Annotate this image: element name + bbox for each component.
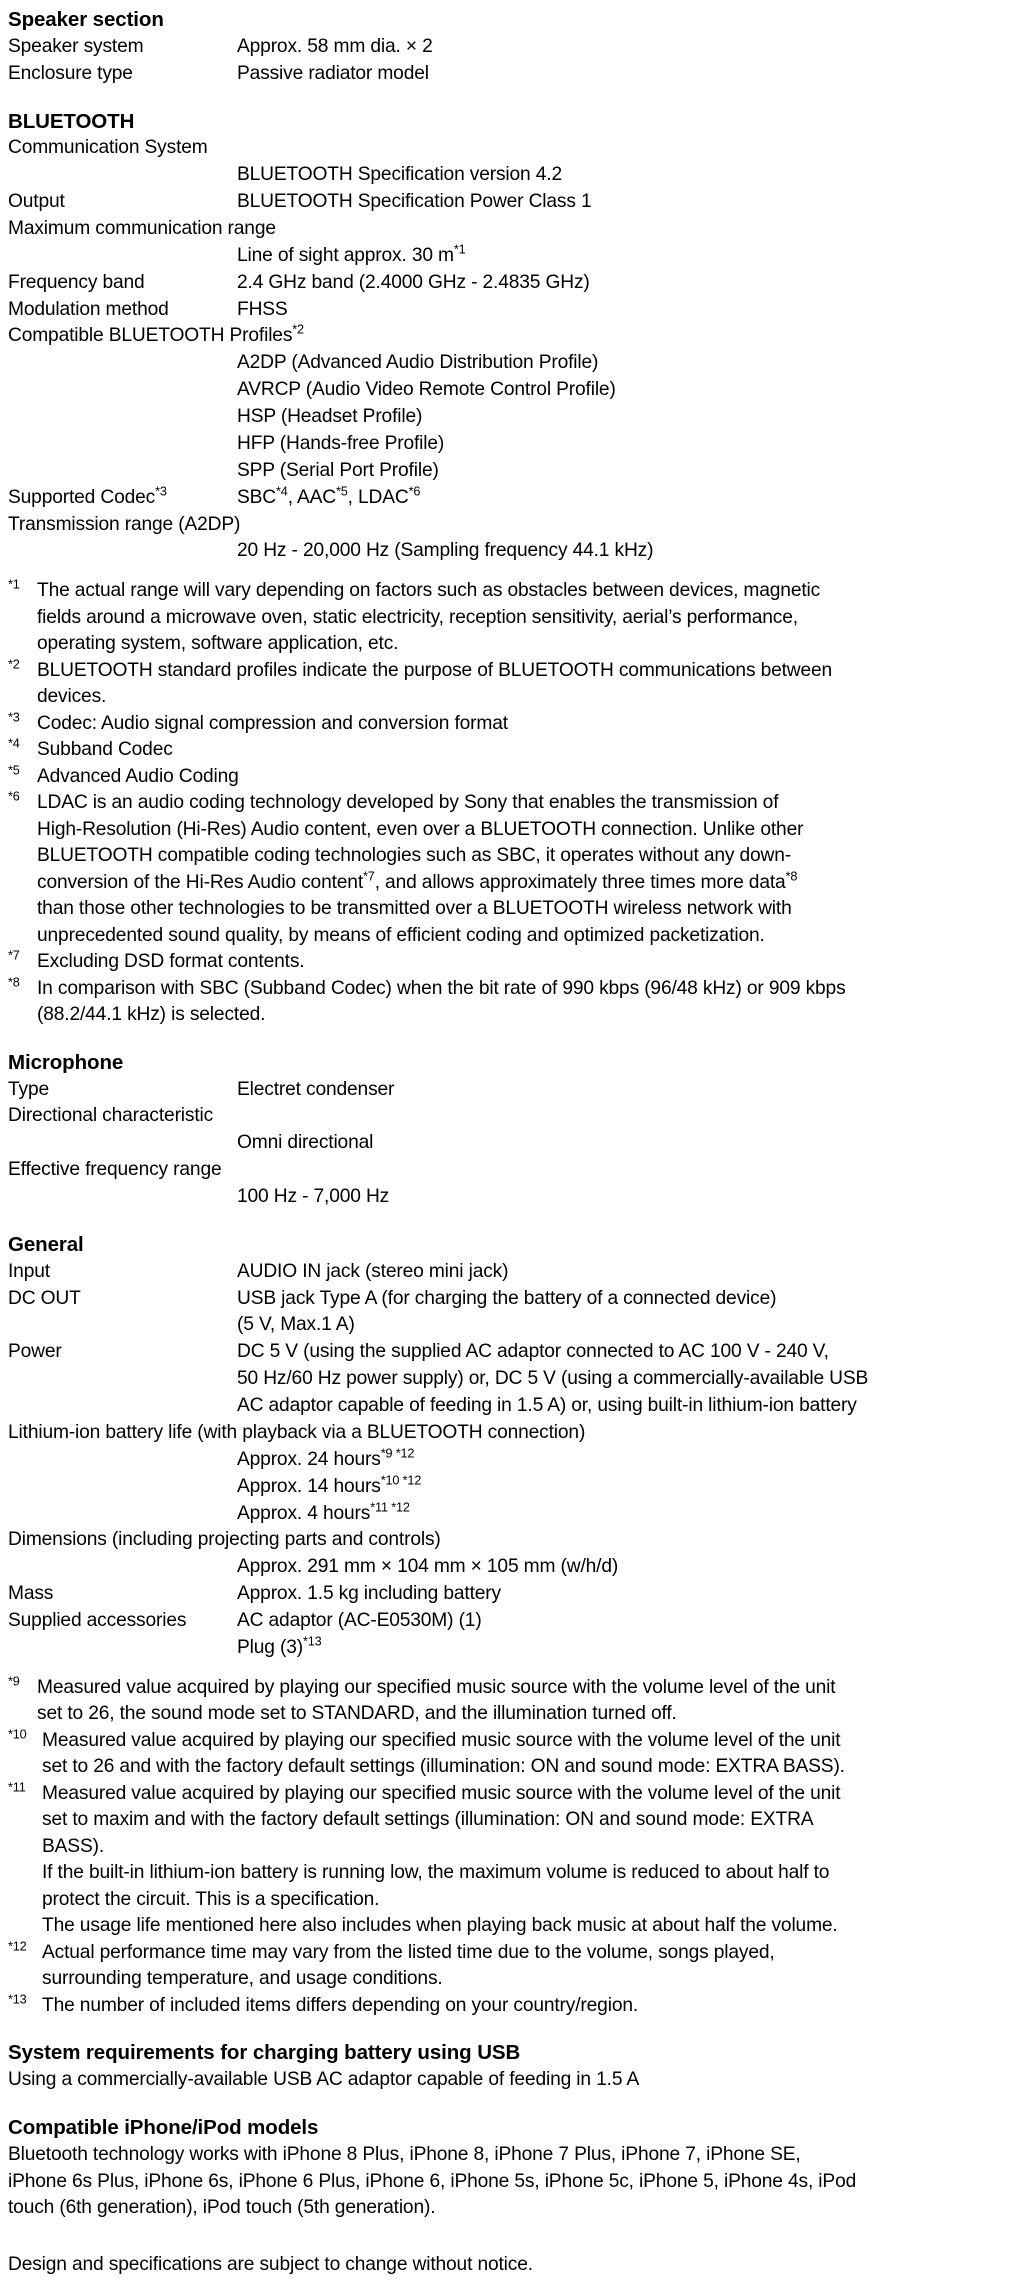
iphone-models-line: touch (6th generation), iPod touch (5th generation). <box>8 2197 436 2219</box>
footnote <box>8 1728 1019 1781</box>
footnote-marker: *10 *12 <box>380 1473 422 1488</box>
spec-row <box>8 1393 1019 1420</box>
footnote-text: BLUETOOTH standard profiles indicate the purpose of BLUETOOTH communications between devices. <box>37 659 833 708</box>
spec-label: Input <box>8 1260 50 1282</box>
footnote-text: Measured value acquired by playing our specified music source with the volume level of the unit set to 26 and with the factory default settings (illumination: ON and sound mode: EXTRA BASS). <box>42 1729 845 1778</box>
footnote-marker: *1 <box>8 577 20 592</box>
spec-label: Mass <box>8 1583 54 1605</box>
spec-value: Approx. 14 hours$^{*10 *12}$ <box>237 1473 422 1497</box>
footnote-marker: *3 <box>155 484 167 499</box>
spec-value: 2.4 GHz band (2.4000 GHz - 2.4835 GHz) <box>237 271 590 293</box>
footnote-marker: *1 <box>453 242 466 257</box>
disclaimer-text: Design and specifications are subject to change without notice. <box>8 2254 533 2276</box>
spec-label: Type <box>8 1078 49 1100</box>
spec-value: 50 Hz/60 Hz power supply) or, DC 5 V (using a commercially-available USB <box>237 1368 869 1390</box>
footnote <box>8 1993 1019 2020</box>
footnote <box>8 764 1019 791</box>
usb-charging-body: Using a commercially-available USB AC adaptor capable of feeding in 1.5 A <box>8 2069 640 2091</box>
footnote <box>8 658 1019 711</box>
spec-row <box>8 1447 1019 1474</box>
spec-row <box>8 189 1019 216</box>
spec-label: Transmission range (A2DP) <box>8 513 241 535</box>
spec-row <box>8 1103 1019 1130</box>
spec-row <box>8 270 1019 297</box>
spec-value: AC adaptor (AC-E0530M) (1) <box>237 1610 482 1632</box>
spec-label: Power <box>8 1341 62 1363</box>
spec-label: Effective frequency range <box>8 1159 222 1181</box>
footnote-text: Measured value acquired by playing our specified music source with the volume level of the unit set to 26, the sound mode set to STANDARD, and the illumination turned off. <box>37 1676 836 1725</box>
spec-row <box>8 485 1019 512</box>
spec-row <box>8 1312 1019 1339</box>
general-section-heading: General <box>8 1232 84 1256</box>
spec-value: Approx. 291 mm × 104 mm × 105 mm (w/h/d) <box>237 1556 619 1578</box>
bluetooth-footnotes <box>8 578 1019 1029</box>
spec-row <box>8 1366 1019 1393</box>
footnote-marker: *6 <box>8 789 20 804</box>
spec-value: 20 Hz - 20,000 Hz (Sampling frequency 44.1 kHz) <box>237 540 654 562</box>
spec-row <box>8 61 1019 88</box>
spec-label: Lithium-ion battery life (with playback via a BLUETOOTH connection) <box>8 1421 586 1443</box>
spec-label: Supported Codec$^{*3}$ <box>8 484 167 508</box>
spec-label: Enclosure type <box>8 62 133 84</box>
footnote-text: The number of included items differs depending on your country/region. <box>42 1994 639 2016</box>
footnote-marker: *11 *12 <box>370 1500 410 1515</box>
footnote-text: Advanced Audio Coding <box>37 765 239 787</box>
spec-row <box>8 458 1019 485</box>
spec-label: DC OUT <box>8 1287 81 1309</box>
footnote-text: The actual range will vary depending on factors such as obstacles between devices, magnetic fields around a microwave oven, static electricity, reception sensitivity, aerial’s performance, operating system, software application, etc. <box>37 580 821 655</box>
spec-label: Supplied accessories <box>8 1610 187 1632</box>
spec-value: (5 V, Max.1 A) <box>237 1314 355 1336</box>
iphone-models-body <box>8 2142 1019 2223</box>
spec-value: Electret condenser <box>237 1078 395 1100</box>
spec-row <box>8 297 1019 324</box>
footnote-text: Measured value acquired by playing our specified music source with the volume level of the unit set to maxim and with the factory default settings (illumination: ON and sound mode: EXTRA BASS). If the built-in lithium-ion battery is running low, the maximum volume is reduced to about half to protect the circuit. This is a specification. The usage life mentioned here also includes when playing back music at about half the volume. <box>42 1782 841 1937</box>
spec-row <box>8 135 1019 162</box>
footnote-marker: *11 <box>8 1780 26 1795</box>
spec-row <box>8 1130 1019 1157</box>
spec-label: Dimensions (including projecting parts and controls) <box>8 1529 441 1551</box>
footnote <box>8 737 1019 764</box>
spec-row <box>8 1527 1019 1554</box>
footnote-marker: *13 <box>303 1634 322 1649</box>
iphone-models-line: iPhone 6s Plus, iPhone 6s, iPhone 6 Plus, iPhone 6, iPhone 5s, iPhone 5c, iPhone 5, iPhone 4s, iPod <box>8 2170 857 2192</box>
footnote <box>8 790 1019 949</box>
spec-row <box>8 1635 1019 1662</box>
spec-row <box>8 1077 1019 1104</box>
footnote-text: In comparison with SBC (Subband Codec) when the bit rate of 990 kbps (96/48 kHz) or 909 kbps (88.2/44.1 kHz) is selected. <box>37 977 846 1026</box>
spec-value: HFP (Hands-free Profile) <box>237 432 445 454</box>
footnote-marker: *12 <box>8 1939 27 1954</box>
spec-value: HSP (Headset Profile) <box>237 406 423 428</box>
spec-label: Modulation method <box>8 298 169 320</box>
spec-value: BLUETOOTH Specification version 4.2 <box>237 164 562 186</box>
footnote-marker: *7 <box>8 948 20 963</box>
general-footnotes <box>8 1675 1019 2020</box>
spec-row <box>8 1157 1019 1184</box>
footnote-marker: *13 <box>8 1992 27 2007</box>
footnote-marker: *2 <box>8 657 20 672</box>
spec-row <box>8 1184 1019 1211</box>
footnote-marker: *2 <box>292 323 304 338</box>
spec-value: USB jack Type A (for charging the battery of a connected device) <box>237 1287 777 1309</box>
footnote-marker: *8 <box>8 975 20 990</box>
footnote-marker: *3 <box>8 710 20 725</box>
spec-row <box>8 1608 1019 1635</box>
spec-value: AVRCP (Audio Video Remote Control Profile) <box>237 379 616 401</box>
footnote-marker: *10 <box>8 1727 27 1742</box>
spec-row <box>8 350 1019 377</box>
footnote-marker: *5 <box>8 763 20 778</box>
spec-value: Approx. 1.5 kg including battery <box>237 1583 501 1605</box>
spec-row <box>8 243 1019 270</box>
spec-label: Maximum communication range <box>8 217 276 239</box>
spec-row <box>8 1339 1019 1366</box>
footnote <box>8 976 1019 1029</box>
spec-label: Speaker system <box>8 35 144 57</box>
footnote <box>8 1940 1019 1993</box>
general-section-rows <box>8 1259 1019 1662</box>
spec-value: Omni directional <box>237 1132 374 1154</box>
footnote-marker: *9 *12 <box>380 1446 415 1461</box>
iphone-models-heading: Compatible iPhone/iPod models <box>8 2115 319 2139</box>
spec-row <box>8 323 1019 350</box>
usb-charging-heading: System requirements for charging battery using USB <box>8 2041 521 2065</box>
spec-row <box>8 1581 1019 1608</box>
footnote-text: Actual performance time may vary from the listed time due to the volume, songs played, surrounding temperature, and usage conditions. <box>42 1941 775 1990</box>
spec-label: Compatible BLUETOOTH Profiles$^{*2}$ <box>8 323 304 347</box>
spec-row <box>8 34 1019 61</box>
spec-label: Output <box>8 191 65 213</box>
spec-value: Line of sight approx. 30 $m^{*1}$ <box>237 242 466 266</box>
spec-row <box>8 431 1019 458</box>
spec-value: AUDIO IN jack (stereo mini jack) <box>237 1260 509 1282</box>
microphone-section-heading: Microphone <box>8 1050 124 1074</box>
spec-value: Passive radiator model <box>237 62 429 84</box>
spec-row <box>8 1501 1019 1528</box>
spec-value: DC 5 V (using the supplied AC adaptor connected to AC 100 V - 240 V, <box>237 1341 829 1363</box>
spec-row <box>8 512 1019 539</box>
footnote-text: Codec: Audio signal compression and conversion format <box>37 712 508 734</box>
spec-row <box>8 216 1019 243</box>
spec-row <box>8 538 1019 565</box>
bluetooth-section-heading: BLUETOOTH <box>8 109 135 133</box>
spec-value: AC adaptor capable of feeding in 1.5 A) or, using built-in lithium-ion battery <box>237 1395 857 1417</box>
spec-value: SBC$^{*4}$, AAC$^{*5}$, LDAC$^{*6}$ <box>237 484 421 508</box>
footnote-text: Excluding DSD format contents. <box>37 951 305 973</box>
spec-row <box>8 1474 1019 1501</box>
spec-row <box>8 1420 1019 1447</box>
spec-value: BLUETOOTH Specification Power Class 1 <box>237 191 592 213</box>
spec-row <box>8 377 1019 404</box>
footnote <box>8 1675 1019 1728</box>
spec-row <box>8 162 1019 189</box>
spec-value: Plug $(3)^{*13}$ <box>237 1634 322 1658</box>
spec-value: Approx. 24 hours$^{*9 *12}$ <box>237 1446 415 1470</box>
spec-value: FHSS <box>237 298 288 320</box>
spec-label: Directional characteristic <box>8 1105 214 1127</box>
footnote <box>8 711 1019 738</box>
footnote-marker: *4 <box>8 736 20 751</box>
spec-label: Communication System <box>8 137 208 159</box>
footnote-text: LDAC is an audio coding technology developed by Sony that enables the transmission of High-Resolution (Hi-Res) Audio content, even over a BLUETOOTH connection. Unlike other BLUETOOTH compatible coding technologies such as SBC, it operates without any down- conversion of the Hi-Res Audio content$^{*7}$, and allows approximately three times more data$^{*8}$ than those other technologies to be transmitted over a BLUETOOTH wireless network with unprecedented sound quality, by means of efficient coding and optimized packetization. <box>37 792 804 946</box>
microphone-section-rows <box>8 1077 1019 1211</box>
spec-value: A2DP (Advanced Audio Distribution Profile) <box>237 352 599 374</box>
spec-value: Approx. 58 mm dia. × 2 <box>237 35 433 57</box>
iphone-models-line: Bluetooth technology works with iPhone 8 Plus, iPhone 8, iPhone 7 Plus, iPhone 7, iPhone SE, <box>8 2143 801 2165</box>
spec-row <box>8 1259 1019 1286</box>
spec-label: Frequency band <box>8 271 145 293</box>
speaker-section-rows <box>8 34 1019 88</box>
bluetooth-section-rows <box>8 135 1019 565</box>
spec-row <box>8 1554 1019 1581</box>
spec-value: 100 Hz - 7,000 Hz <box>237 1186 390 1208</box>
footnote-text: Subband Codec <box>37 739 173 761</box>
spec-row <box>8 404 1019 431</box>
footnote <box>8 1781 1019 1940</box>
spec-value: SPP (Serial Port Profile) <box>237 459 439 481</box>
footnote <box>8 949 1019 976</box>
spec-row <box>8 1286 1019 1313</box>
spec-value: Approx. 4 hours$^{*11 *12}$ <box>237 1500 410 1524</box>
speaker-section-heading: Speaker section <box>8 8 164 31</box>
footnote <box>8 578 1019 658</box>
footnote-marker: *9 <box>8 1674 20 1689</box>
